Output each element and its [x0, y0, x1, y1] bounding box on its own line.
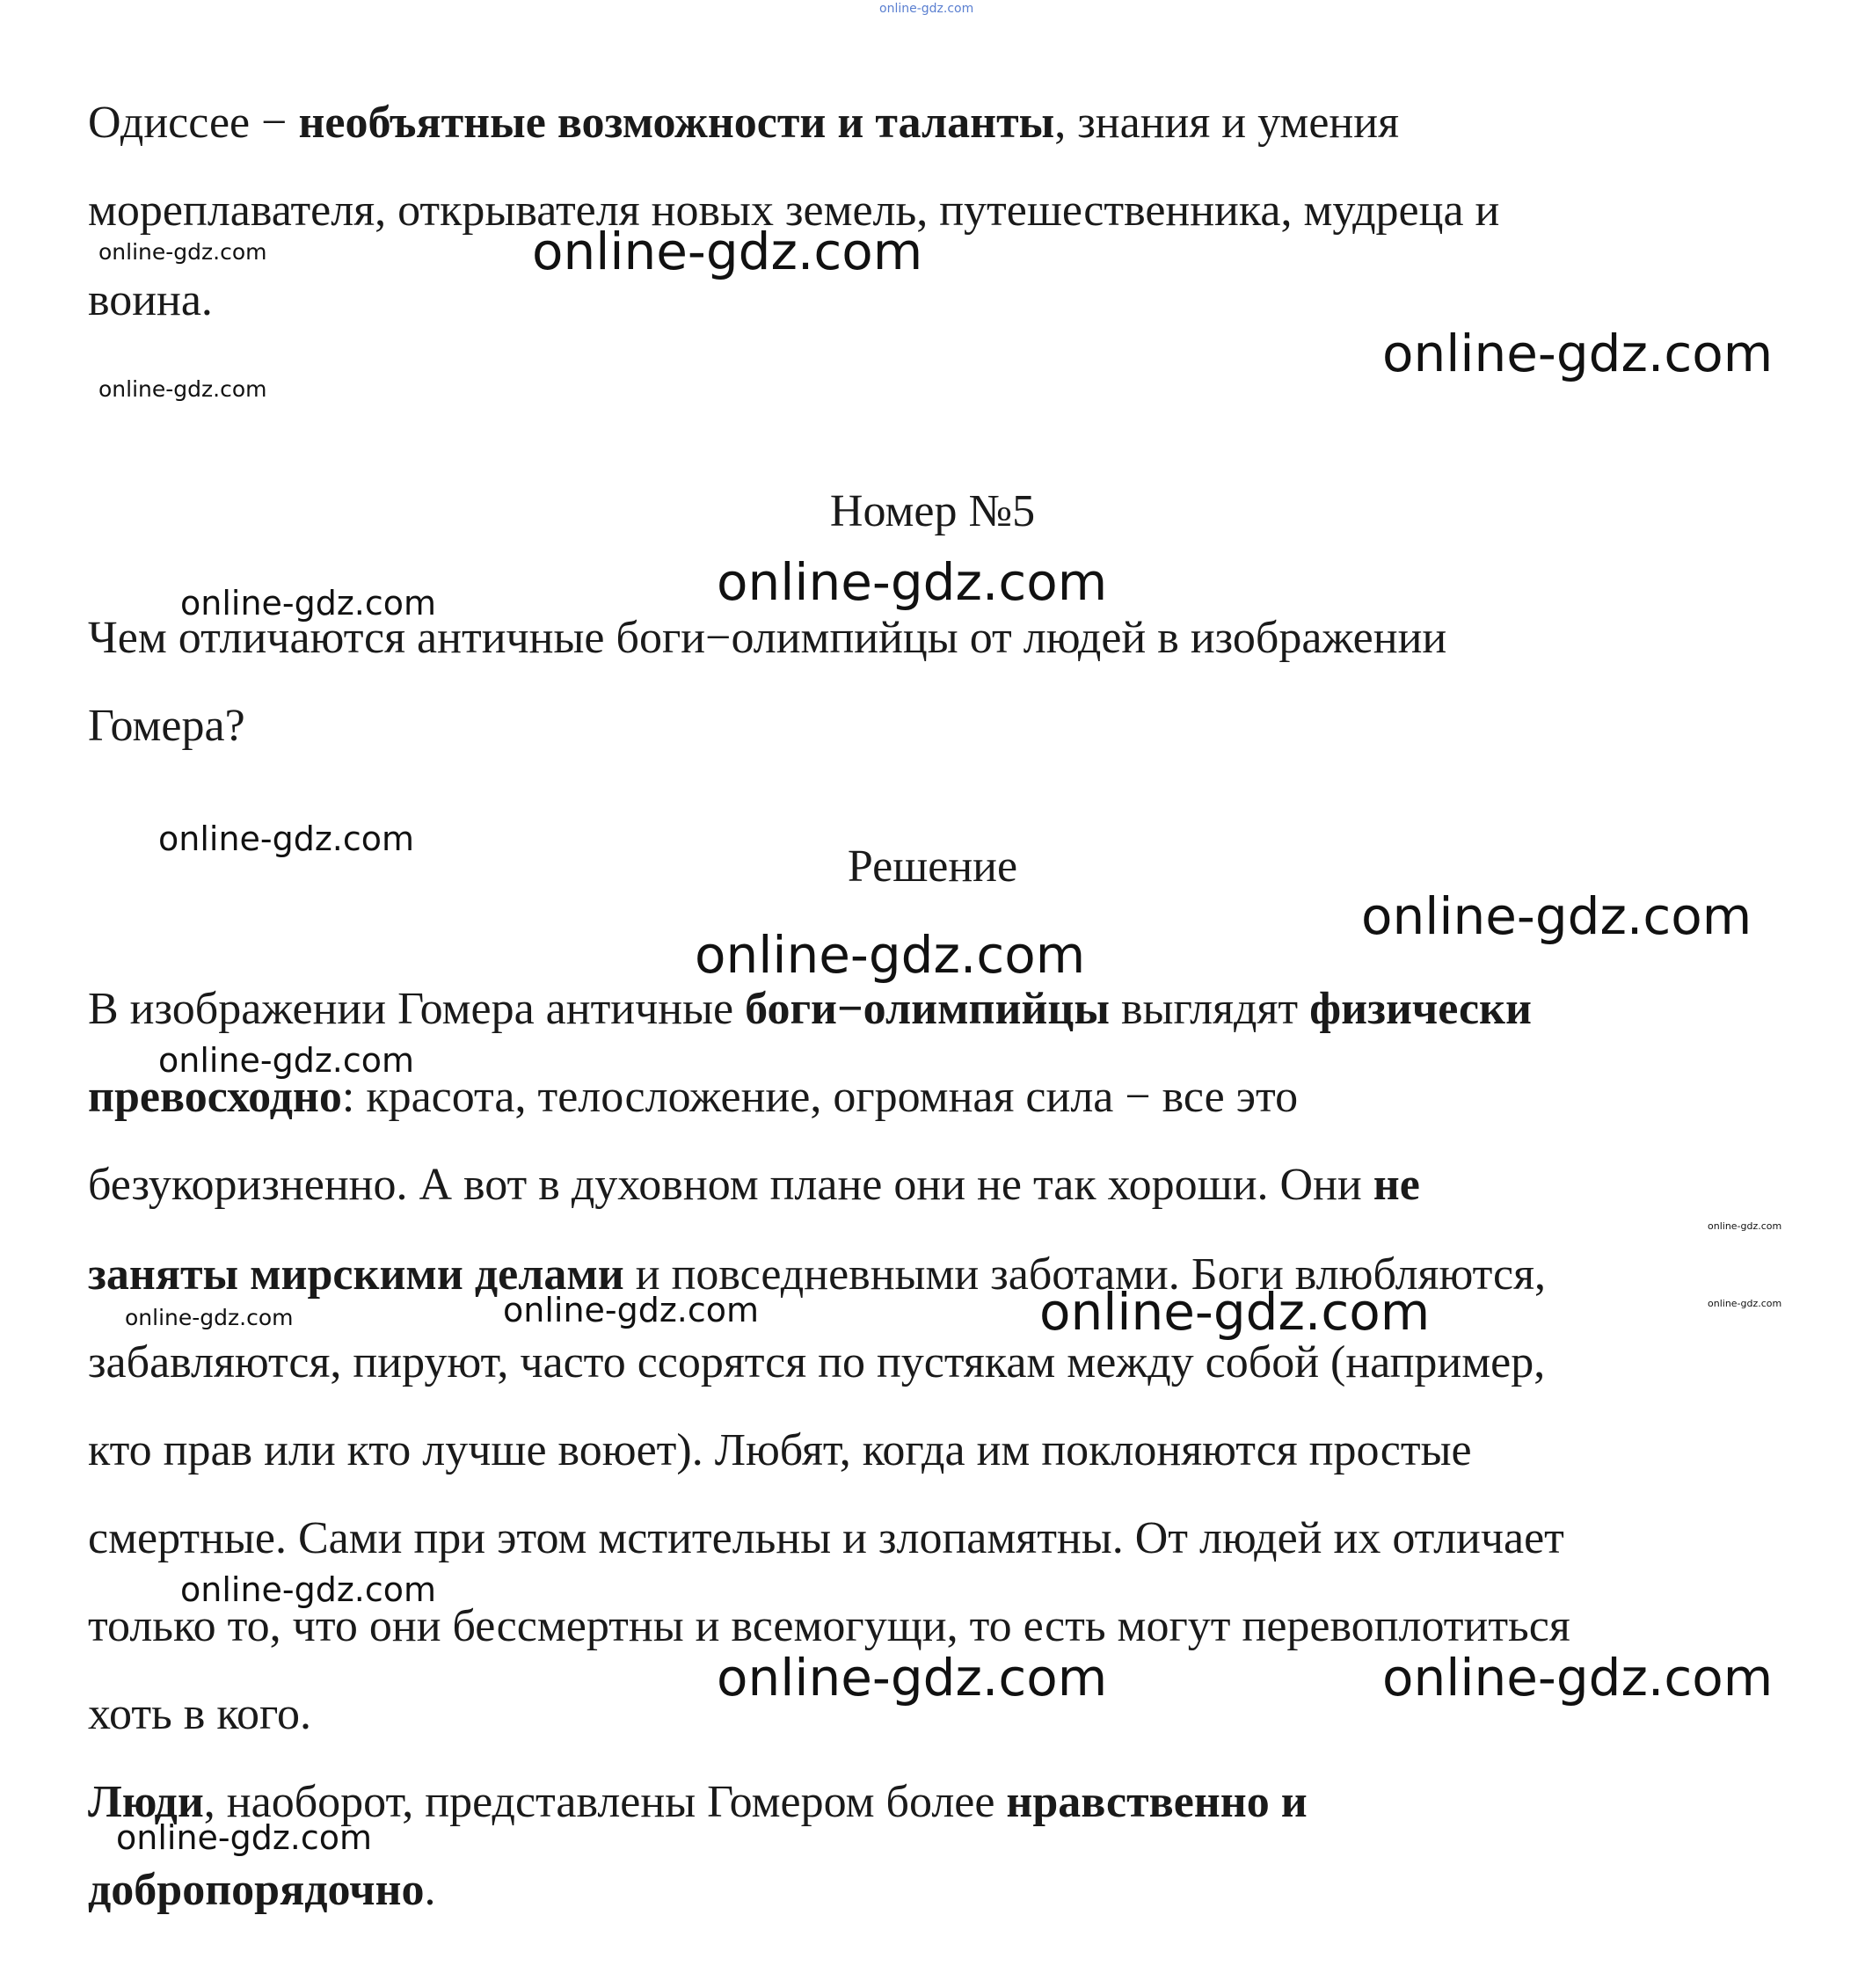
watermark-top: online-gdz.com [879, 2, 974, 16]
answer-line9: хоть в кого. [88, 1689, 311, 1739]
question-line2: Гомера? [88, 701, 245, 751]
watermark: online-gdz.com [1708, 1298, 1782, 1309]
paragraph1-line3: воина. [88, 275, 213, 325]
paragraph1-line2: мореплавателя, открывателя новых земель, путешественника, мудреца и [88, 186, 1500, 236]
task-title: Номер №5 [829, 486, 1036, 536]
answer-line7: смертные. Сами при этом мстительны и злопамятны. От людей их отличает [88, 1513, 1564, 1563]
watermark: online-gdz.com [532, 222, 923, 281]
watermark: online-gdz.com [717, 1648, 1108, 1708]
answer-line8: только то, что они бессмертны и всемогущи, то есть могут перевоплотиться [88, 1601, 1570, 1651]
answer-line5: забавляются, пируют, часто ссорятся по пустякам между собой (например, [88, 1337, 1546, 1387]
watermark: online-gdz.com [1361, 886, 1752, 946]
watermark: online-gdz.com [158, 819, 415, 858]
paragraph1-line1: Одиссее − необъятные возможности и таланты, знания и умения [88, 98, 1399, 148]
watermark: online-gdz.com [717, 552, 1108, 612]
answer2-line1: Люди, наоборот, представлены Гомером более нравственно и [88, 1777, 1308, 1827]
watermark: online-gdz.com [98, 239, 267, 265]
watermark: online-gdz.com [1039, 1282, 1431, 1342]
watermark: online-gdz.com [116, 1818, 373, 1857]
answer-line3: безукоризненно. А вот в духовном плане они не так хороши. Они не [88, 1160, 1420, 1210]
watermark: online-gdz.com [1382, 1648, 1774, 1708]
answer-line4: заняты мирскими делами и повседневными заботами. Боги влюбляются, [88, 1249, 1546, 1300]
answer-line2: превосходно: красота, телосложение, огромная сила − все это [88, 1072, 1299, 1122]
watermark: online-gdz.com [125, 1305, 294, 1330]
answer-line1: В изображении Гомера античные боги−олимпийцы выглядят физически [88, 984, 1532, 1034]
watermark: online-gdz.com [695, 925, 1086, 985]
solution-title: Решение [847, 841, 1018, 892]
watermark: online-gdz.com [1708, 1220, 1782, 1232]
watermark: online-gdz.com [180, 1570, 437, 1609]
answer-line6: кто прав или кто лучше воюет). Любят, когда им поклоняются простые [88, 1425, 1472, 1475]
question-line1: Чем отличаются античные боги−олимпийцы от людей в изображении [88, 613, 1447, 663]
watermark: online-gdz.com [180, 584, 437, 623]
watermark: online-gdz.com [98, 376, 267, 402]
watermark: online-gdz.com [158, 1041, 415, 1080]
watermark: online-gdz.com [1382, 324, 1774, 383]
watermark: online-gdz.com [503, 1291, 760, 1329]
answer2-line2: добропорядочно. [88, 1865, 436, 1915]
